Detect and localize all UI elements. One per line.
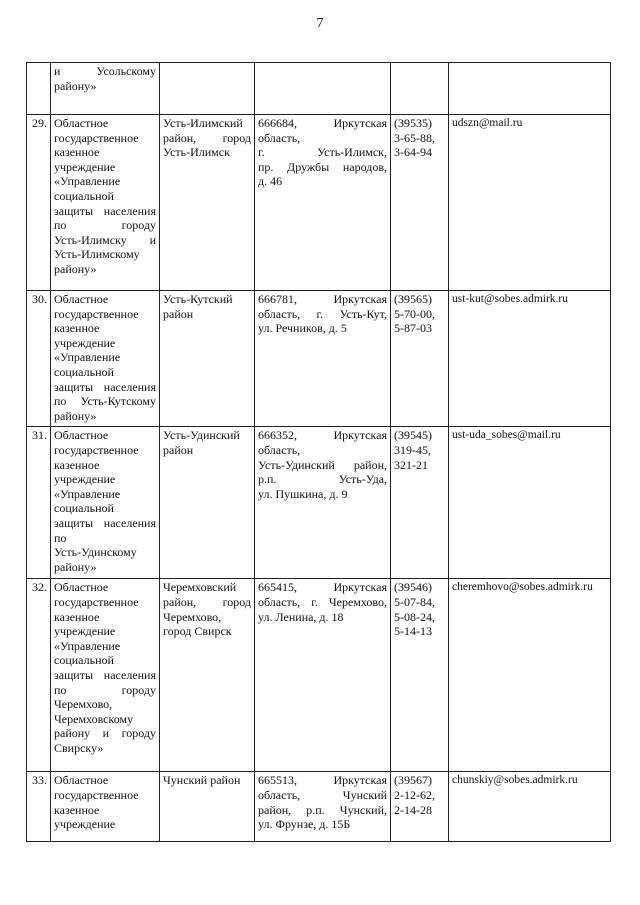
org-line: социальной: [54, 364, 114, 379]
org-line: по Усть-Кутскому: [54, 394, 156, 409]
table-row: [27, 772, 611, 842]
org-line: защиты населения: [54, 379, 156, 394]
area-line: район: [163, 442, 194, 457]
org-line: учреждение: [54, 472, 116, 487]
org-line: государственное: [54, 787, 139, 802]
cell-organization: [51, 427, 160, 579]
org-line: учреждение: [54, 817, 116, 832]
table-row: [27, 115, 611, 291]
address-line: ул. Ленина, д. 18: [258, 609, 344, 624]
org-line: государственное: [54, 130, 139, 145]
address-line: 666781, Иркутская: [258, 292, 387, 306]
table-row: [27, 291, 611, 427]
table-row: [27, 579, 611, 772]
address-line: д. 46: [258, 174, 283, 189]
cell-address: [255, 291, 391, 427]
org-line: «Управление: [54, 638, 121, 653]
org-line: Черемхово,: [54, 697, 113, 712]
cell-phone: [391, 427, 449, 579]
org-line: «Управление: [54, 350, 121, 365]
address-line: г. Усть-Илимск,: [258, 145, 387, 160]
org-line: Усть-Илимскому: [54, 247, 140, 262]
org-line: защиты населения: [54, 515, 156, 530]
org-line: по городу: [54, 682, 156, 697]
email-link[interactable]: chunskiy@sobes.admirk.ru: [449, 772, 611, 842]
phone-line: 5-87-03: [394, 321, 432, 336]
phone-line: 5-14-13: [394, 624, 432, 639]
address-line: 666352, Иркутская: [258, 428, 387, 443]
org-line: «Управление: [54, 486, 121, 501]
cell-address: [255, 115, 391, 291]
cell-organization: [51, 63, 160, 115]
org-line: учреждение: [54, 624, 116, 639]
cell-number: [27, 63, 51, 115]
row-number: 31.: [27, 427, 51, 579]
org-line: казенное: [54, 802, 100, 817]
org-line: государственное: [54, 594, 139, 609]
org-line: учреждение: [54, 335, 116, 350]
area-line: Черемхово,: [163, 609, 222, 624]
email-link[interactable]: ust-uda_sobes@mail.ru: [449, 427, 611, 579]
row-number: 33.: [27, 772, 51, 842]
table-row: [27, 427, 611, 579]
phone-line: (39545): [394, 428, 432, 443]
org-line: социальной: [54, 501, 114, 516]
org-line: Областное: [54, 580, 109, 595]
cell-address: [255, 579, 391, 772]
org-line: учреждение: [54, 159, 116, 174]
phone-line: 3-64-94: [394, 145, 432, 160]
email-link[interactable]: ust-kut@sobes.admirk.ru: [449, 291, 611, 427]
area-line: район: [163, 306, 194, 321]
address-line: 666684, Иркутская: [258, 116, 387, 130]
address-line: область, Чунский: [258, 787, 387, 802]
area-line: город Свирск: [163, 624, 232, 639]
address-line: Усть-Удинский район,: [258, 457, 387, 472]
page-number: 7: [316, 16, 324, 31]
org-line: «Управление: [54, 174, 121, 189]
address-line: пр. Дружбы народов,: [258, 159, 387, 174]
phone-line: 319-45,: [394, 442, 431, 457]
cell-organization: [51, 291, 160, 427]
cell-area: [160, 115, 255, 291]
cell-address: [255, 63, 391, 115]
org-line: району»: [54, 261, 97, 276]
phone-line: 321-21: [394, 457, 428, 472]
address-line: область, г. Усть-Кут,: [258, 306, 387, 321]
area-line: Усть-Кутский: [163, 292, 233, 306]
institutions-table: [26, 62, 611, 842]
email-link[interactable]: cheremhovo@sobes.admirk.ru: [449, 579, 611, 772]
cell-email: [449, 63, 611, 115]
phone-line: 5-70-00,: [394, 306, 435, 321]
org-line: по городу: [54, 218, 156, 233]
area-line: Усть-Удинский: [163, 428, 240, 443]
cell-phone: [391, 291, 449, 427]
cell-phone: [391, 772, 449, 842]
cell-area: [160, 291, 255, 427]
area-line: район, город: [163, 130, 251, 145]
org-line: социальной: [54, 188, 114, 203]
org-line: Усть-Илимску и: [54, 232, 156, 247]
org-line: казенное: [54, 609, 100, 624]
cell-area: [160, 579, 255, 772]
address-line: район, р.п. Чунский,: [258, 802, 387, 817]
area-line: Усть-Илимский: [163, 116, 243, 130]
org-line: Областное: [54, 116, 109, 130]
phone-line: (39535): [394, 116, 432, 130]
cell-phone: [391, 115, 449, 291]
org-line: государственное: [54, 442, 139, 457]
cell-area: [160, 63, 255, 115]
address-line: 665415, Иркутская: [258, 580, 387, 595]
org-line: государственное: [54, 306, 139, 321]
email-link[interactable]: udszn@mail.ru: [449, 115, 611, 291]
org-line: казенное: [54, 321, 100, 336]
row-number: 32.: [27, 579, 51, 772]
cell-area: [160, 427, 255, 579]
cell-phone: [391, 579, 449, 772]
org-line: социальной: [54, 653, 114, 668]
org-line: по: [54, 530, 67, 545]
org-line: Областное: [54, 773, 109, 788]
cell-organization: [51, 772, 160, 842]
cell-address: [255, 772, 391, 842]
phone-line: 5-07-84,: [394, 594, 435, 609]
org-line: и Усольскому: [54, 64, 156, 78]
address-line: область,: [258, 130, 301, 145]
phone-line: (39567): [394, 773, 432, 788]
org-line: Усть-Удинскому: [54, 545, 137, 560]
org-line: району и городу: [54, 726, 156, 741]
phone-line: (39546): [394, 580, 432, 595]
org-line: казенное: [54, 457, 100, 472]
cell-phone: [391, 63, 449, 115]
cell-area: [160, 772, 255, 842]
cell-organization: [51, 579, 160, 772]
address-line: область, г. Черемхово,: [258, 594, 387, 609]
address-line: ул. Пушкина, д. 9: [258, 486, 348, 501]
org-line: защиты населения: [54, 667, 156, 682]
org-line: району»: [54, 408, 97, 423]
address-line: ул. Речников, д. 5: [258, 321, 347, 336]
org-line: Областное: [54, 292, 109, 306]
phone-line: 5-08-24,: [394, 609, 435, 624]
org-line: району»: [54, 559, 97, 574]
area-line: Черемховский: [163, 580, 237, 595]
phone-line: (39565): [394, 292, 432, 306]
row-number: 30.: [27, 291, 51, 427]
address-line: р.п. Усть-Уда,: [258, 472, 387, 487]
org-line: Областное: [54, 428, 109, 443]
row-number: 29.: [27, 115, 51, 291]
phone-line: 2-14-28: [394, 802, 432, 817]
phone-line: 3-65-88,: [394, 130, 435, 145]
address-line: ул. Фрунзе, д. 15Б: [258, 817, 351, 832]
cell-organization: [51, 115, 160, 291]
area-line: район, город: [163, 594, 251, 609]
area-line: Усть-Илимск: [163, 145, 230, 160]
address-line: 665513, Иркутская: [258, 773, 387, 788]
area-line: Чунский район: [163, 773, 241, 788]
phone-line: 2-12-62,: [394, 787, 435, 802]
table-row-continuation: [27, 63, 611, 115]
org-line: казенное: [54, 145, 100, 160]
org-line: Свирску»: [54, 740, 104, 755]
org-line: защиты населения: [54, 203, 156, 218]
address-line: область,: [258, 442, 301, 457]
org-line: Черемховскому: [54, 711, 134, 726]
cell-address: [255, 427, 391, 579]
org-line: району»: [54, 78, 97, 93]
